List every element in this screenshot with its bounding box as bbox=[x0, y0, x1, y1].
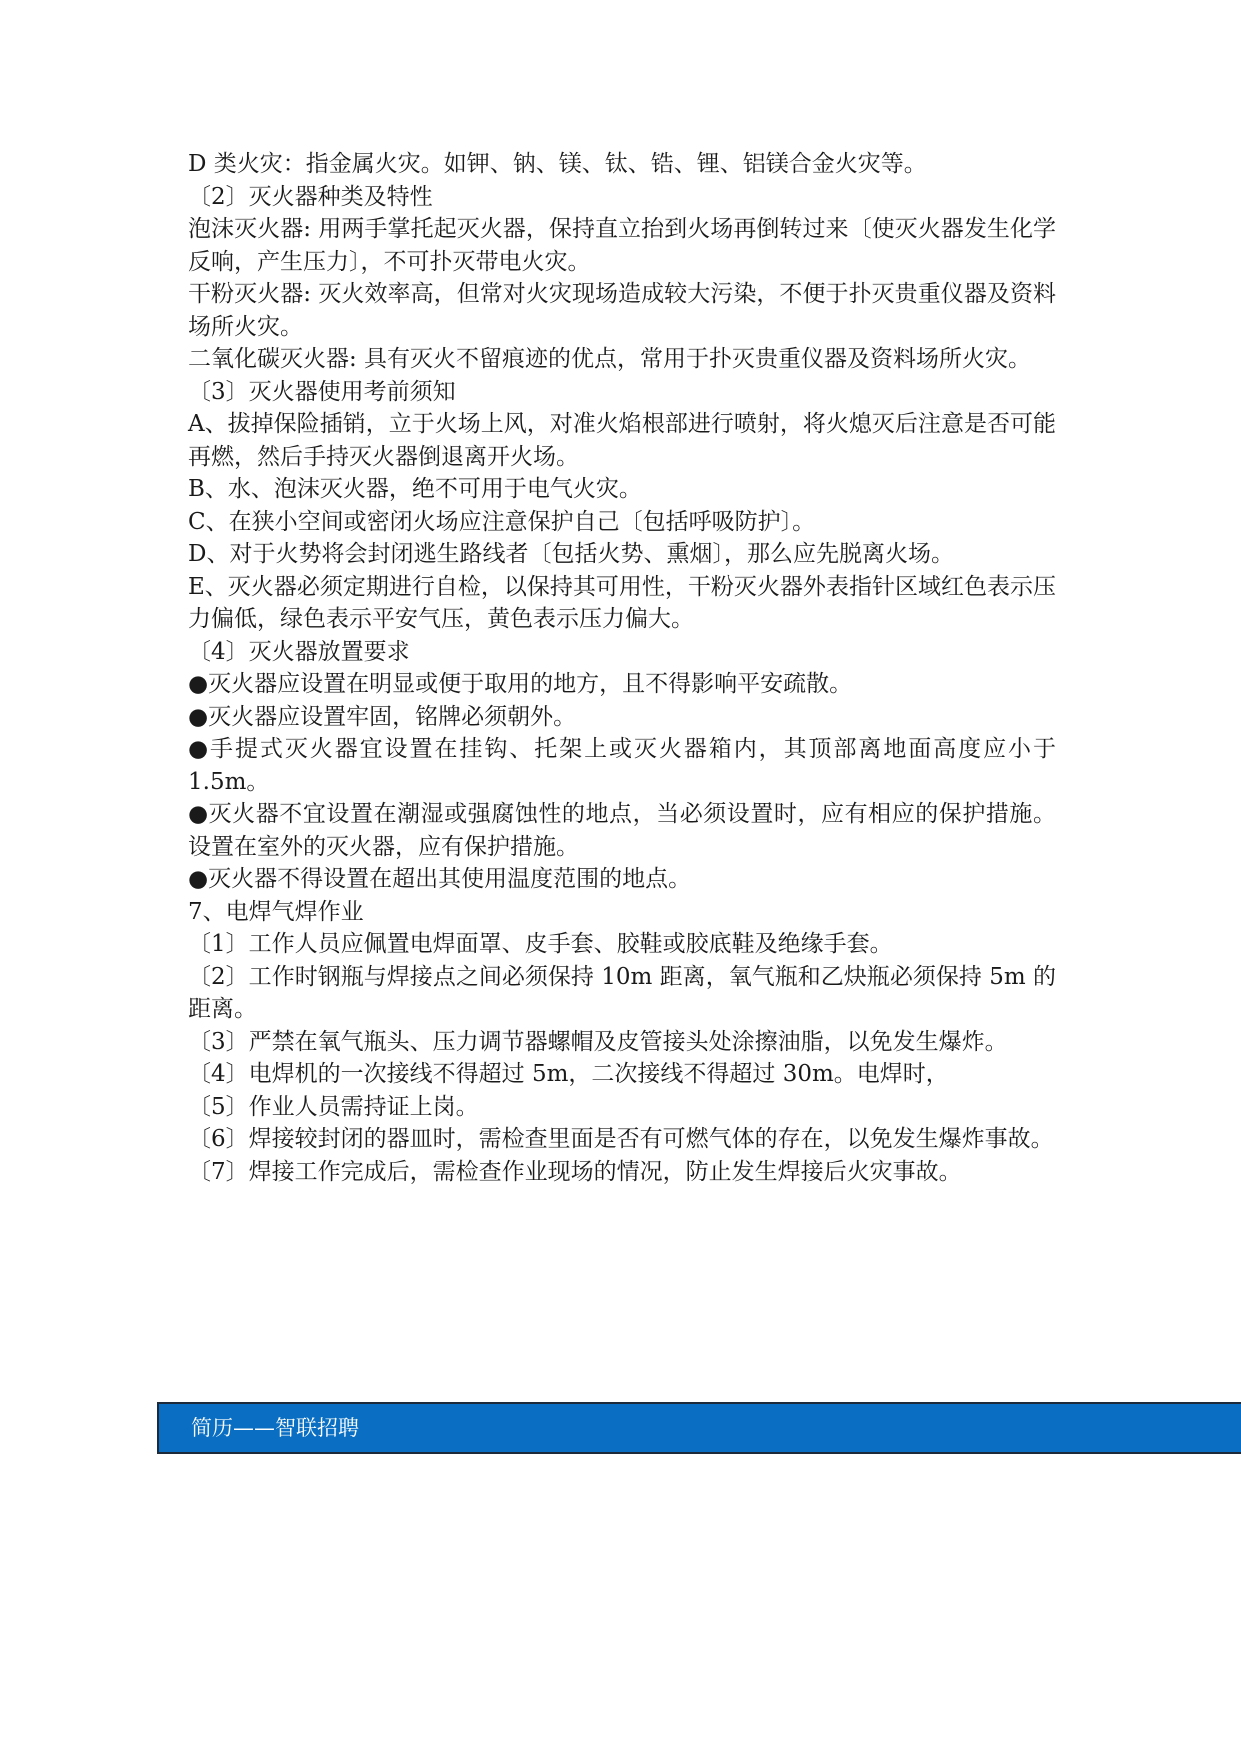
bullet-item: ●手提式灭火器宜设置在挂钩、托架上或灭火器箱内，其顶部离地面高度应小于1.5m。 bbox=[188, 736, 1056, 795]
bullet-item: ●灭火器不得设置在超出其使用温度范围的地点。 bbox=[188, 866, 692, 892]
paragraph: D 类火灾：指金属火灾。如钾、钠、镁、钛、锆、锂、铝镁合金火灾等。 bbox=[188, 151, 927, 177]
footer-banner bbox=[157, 1402, 1241, 1454]
bullet-item: ●灭火器应设置在明显或便于取用的地方，且不得影响平安疏散。 bbox=[188, 671, 853, 697]
section-heading: 〔4〕灭火器放置要求 bbox=[188, 638, 410, 665]
paragraph: 〔7〕焊接工作完成后，需检查作业现场的情况，防止发生焊接后火灾事故。 bbox=[188, 1158, 962, 1185]
paragraph: D、对于火势将会封闭逃生路线者〔包括火势、熏烟〕，那么应先脱离火场。 bbox=[188, 541, 954, 567]
document-body bbox=[188, 148, 1056, 1188]
paragraph: A、拔掉保险插销，立于火场上风，对准火焰根部进行喷射，将火熄灭后注意是否可能再燃，然后手持灭火器倒退离开火场。 bbox=[188, 411, 1056, 470]
paragraph: 干粉灭火器: 灭火效率高，但常对火灾现场造成较大污染，不便于扑灭贵重仪器及资料场所火灾。 bbox=[188, 281, 1056, 340]
paragraph: 〔5〕作业人员需持证上岗。 bbox=[188, 1093, 479, 1120]
bullet-item: ●灭火器应设置牢固，铭牌必须朝外。 bbox=[188, 703, 577, 730]
paragraph: C、在狭小空间或密闭火场应注意保护自己〔包括呼吸防护〕。 bbox=[188, 508, 816, 535]
section-heading: 7、电焊气焊作业 bbox=[188, 898, 364, 925]
paragraph: 〔4〕电焊机的一次接线不得超过 5m，二次接线不得超过 30m。电焊时， bbox=[188, 1061, 949, 1087]
paragraph: E、灭火器必须定期进行自检，以保持其可用性，干粉灭火器外表指针区域红色表示压力偏低，绿色表示平安气压，黄色表示压力偏大。 bbox=[188, 573, 1056, 632]
paragraph: 〔2〕工作时钢瓶与焊接点之间必须保持 10m 距离，氧气瓶和乙炔瓶必须保持 5m 的距离。 bbox=[188, 963, 1056, 1022]
bullet-item: ●灭火器不宜设置在潮湿或强腐蚀性的地点，当必须设置时，应有相应的保护措施。设置在室外的灭火器，应有保护措施。 bbox=[188, 801, 1056, 860]
paragraph: 二氧化碳灭火器: 具有灭火不留痕迹的优点，常用于扑灭贵重仪器及资料场所火灾。 bbox=[188, 346, 1032, 372]
section-heading: 〔3〕灭火器使用考前须知 bbox=[188, 378, 456, 405]
paragraph: 〔1〕工作人员应佩置电焊面罩、皮手套、胶鞋或胶底鞋及绝缘手套。 bbox=[188, 931, 893, 957]
section-heading: 〔2〕灭火器种类及特性 bbox=[188, 183, 433, 210]
paragraph: 〔3〕严禁在氧气瓶头、压力调节器螺帽及皮管接头处涂擦油脂，以免发生爆炸。 bbox=[188, 1028, 1008, 1055]
paragraph: 〔6〕焊接较封闭的器皿时，需检查里面是否有可燃气体的存在，以免发生爆炸事故。 bbox=[188, 1126, 1054, 1152]
footer-label: 简历——智联招聘 bbox=[191, 1416, 359, 1440]
paragraph: 泡沫灭火器: 用两手掌托起灭火器，保持直立抬到火场再倒转过来〔使灭火器发生化学反响，产生压力〕，不可扑灭带电火灾。 bbox=[188, 216, 1056, 275]
paragraph: B、水、泡沫灭火器，绝不可用于电气火灾。 bbox=[188, 476, 642, 502]
